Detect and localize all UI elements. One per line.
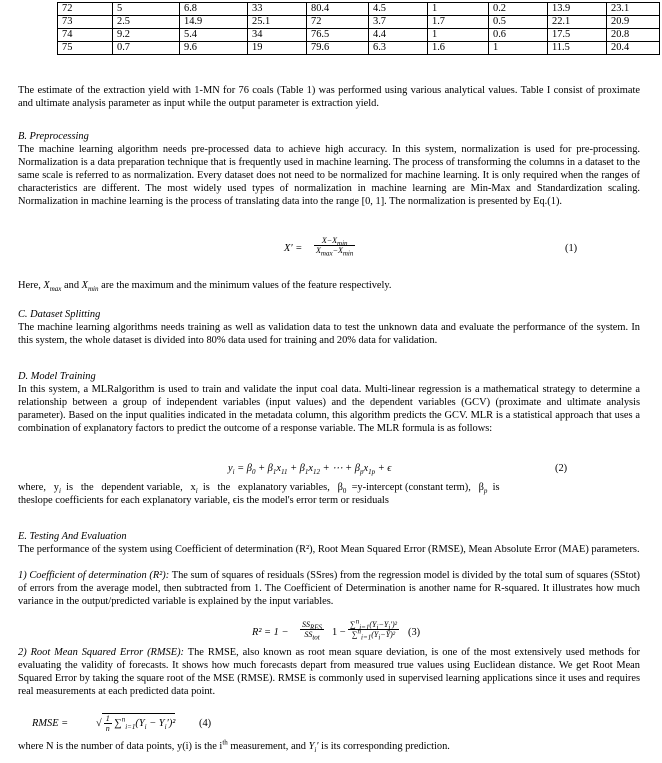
eq1-number: (1)	[565, 243, 578, 254]
eq3-minus: 1 −	[332, 627, 346, 638]
table-cell: 33	[248, 3, 307, 16]
table-cell: 4.5	[369, 3, 428, 16]
table-cell: 80.4	[307, 3, 369, 16]
section-heading-testing: E. Testing And Evaluation	[18, 531, 127, 542]
table-cell: 25.1	[248, 16, 307, 29]
equation-1	[18, 236, 640, 262]
eq4-lhs: RMSE =	[32, 718, 69, 729]
table-cell: 5	[113, 3, 180, 16]
table-cell: 1	[428, 29, 489, 42]
table-cell: 0.6	[489, 29, 548, 42]
eq3-frac-1: $SS_{RES}$ $SS_{tot}$	[302, 620, 323, 642]
table-cell: 20.8	[607, 29, 660, 42]
table-cell: 20.4	[607, 42, 660, 55]
table-cell: 34	[248, 29, 307, 42]
preprocessing-paragraph: The machine learning algorithm needs pre-processed data to achieve high accuracy. In this system, normalization is used for pre-processing. Normalization is a data preparation technique that is frequently used in machine learning. The process of transforming the columns in a dataset to the same scale is referred to as normalization. Every dataset does not need to be normalized for machine learning. It is only required when the ranges of characteristics are different. The most widely used types of normalization in machine learning are Min-Max and Standardization scaling. Normalization in machine learning is the process of translating data into the range [0, 1]. The normalization is presented by Eq.(1).	[18, 144, 640, 207]
testing-paragraph: The performance of the system using Coefficient of determination (R²), Root Mean Squared Error (RMSE), Mean Absolute Error (MAE) parameters.	[18, 544, 640, 555]
table-row	[58, 3, 660, 16]
table-row	[58, 16, 660, 29]
section-heading-splitting: C. Dataset Splitting	[18, 309, 101, 320]
table-cell: 13.9	[548, 3, 607, 16]
table-cell: 1.7	[428, 16, 489, 29]
r2-paragraph: 1) Coefficient of determination (R²): The sum of squares of residuals (SSres) from the regression model is divided by the total sum of squares (SStot) of errors from the average model, then subtracted from 1. The Coefficient of Determination is another name for R-squared. It illustrates how much variance in the output/predicted variable is explained by the input variables.	[18, 570, 641, 607]
final-line: where N is the number of data points, y(i) is the $i^{th}$ measurement, and $Y_i'$ is its corresponding prediction.	[18, 738, 450, 755]
table-cell: 1	[428, 3, 489, 16]
table-cell: 79.6	[307, 42, 369, 55]
table-cell: 4.4	[369, 29, 428, 42]
eq3-frac-2: $\frac{\sum^n_{i=1}(Y_i-Y_i')^2}{\sum^n_{i=1}(Y_i-Ȳ)^2}$	[350, 617, 398, 642]
eq3-lhs: R² = 1 −	[252, 627, 289, 638]
rmse-paragraph: 2) Root Mean Squared Error (RMSE): The RMSE, also known as root mean square deviation, is one of the most extensively used methods for evaluating the validity of forecasts. It shows how much forecasts depart from measured true values using Euclidean distance. We get Root Mean Squared Error by taking the square root of the MSE (RMSE). RMSE is commonly used in supervised learning applications since it uses and requires real measurements at each predicted data point.	[18, 647, 640, 697]
table-cell: 75	[58, 42, 113, 55]
table-row	[58, 42, 660, 55]
table-cell: 72	[307, 16, 369, 29]
table-cell: 1	[489, 42, 548, 55]
table-cell: 6.8	[180, 3, 248, 16]
table-cell: 76.5	[307, 29, 369, 42]
table-row	[58, 29, 660, 42]
eq2-number: (2)	[555, 463, 568, 474]
table-cell: 20.9	[607, 16, 660, 29]
table-cell: 2.5	[113, 16, 180, 29]
table-cell: 0.5	[489, 16, 548, 29]
splitting-paragraph: The machine learning algorithms needs training as well as validation data to test the unknown data and evaluate the performance of the system. In this system, the whole dataset is divided into 80% data used for training and 20% data for validation.	[18, 322, 640, 346]
equation-2	[18, 460, 640, 476]
table-cell: 17.5	[548, 29, 607, 42]
section-heading-training: D. Model Training	[18, 371, 96, 382]
table-cell: 14.9	[180, 16, 248, 29]
section-heading-preprocessing: B. Preprocessing	[18, 131, 89, 142]
eq1-fraction: $X-X_{min}$ $X_{max}-X_{min}$	[316, 236, 354, 258]
equation-4	[18, 711, 640, 737]
eq4-number: (4)	[199, 718, 212, 729]
table-cell: 9.2	[113, 29, 180, 42]
where-line: where, $y_i$ is the dependent variable, $x_i$ is the explanatory variables, $\beta_0$ =y-intercept (constant term), $\beta_p$ is	[18, 482, 500, 496]
normalization-note: Here, $X_{max}$ and $X_{min}$ are the maximum and the minimum values of the feature respectively.	[18, 280, 392, 294]
intro-paragraph: The estimate of the extraction yield with 1-MN for 76 coals (Table 1) was performed using various analytical values. Table I consist of proximate and ultimate analysis parameter as input while the output parameter is extraction yield.	[18, 85, 640, 109]
table-cell: 74	[58, 29, 113, 42]
eq1-lhs: X′ =	[284, 243, 303, 254]
table-cell: 3.7	[369, 16, 428, 29]
eq4-rhs: √ $\frac{1}{n}$ $\sum^n_{i=1}(Y_i - Y_i')^2$	[96, 714, 176, 733]
table-cell: 23.1	[607, 3, 660, 16]
table-cell: 11.5	[548, 42, 607, 55]
table-cell: 5.4	[180, 29, 248, 42]
table-cell: 72	[58, 3, 113, 16]
table-cell: 1.6	[428, 42, 489, 55]
training-paragraph: In this system, a MLRalgorithm is used to train and validate the input coal data. Multi-linear regression is a mathematical strategy to determine a relationship between a group of independent variables (input values) and the dependent variables (GCV) (proximate and ultimate analysis parameter). Based on the input qualities indicated in the metadata column, this algorithm predicts the GCV. MLR is a statistical approach that uses a combination of explanatory factors to predict the outcome of a response variable. The MLR formula is as follows:	[18, 384, 640, 434]
table-cell: 9.6	[180, 42, 248, 55]
table-cell: 6.3	[369, 42, 428, 55]
eq2-formula: $y_i = \beta_0 + \beta_1x_{11} + \beta_1x_{12}$ + ⋯ + $\beta_px_{1p} + \epsilon$	[228, 463, 392, 477]
equation-3	[18, 617, 640, 646]
table-cell: 0.7	[113, 42, 180, 55]
table-cell: 19	[248, 42, 307, 55]
eq3-number: (3)	[408, 627, 421, 638]
table-cell: 0.2	[489, 3, 548, 16]
slope-line: theslope coefficients for each explanatory variable, ϵis the model's error term or residuals	[18, 495, 389, 506]
table-cell: 22.1	[548, 16, 607, 29]
coal-data-table	[57, 2, 660, 55]
table-cell: 73	[58, 16, 113, 29]
